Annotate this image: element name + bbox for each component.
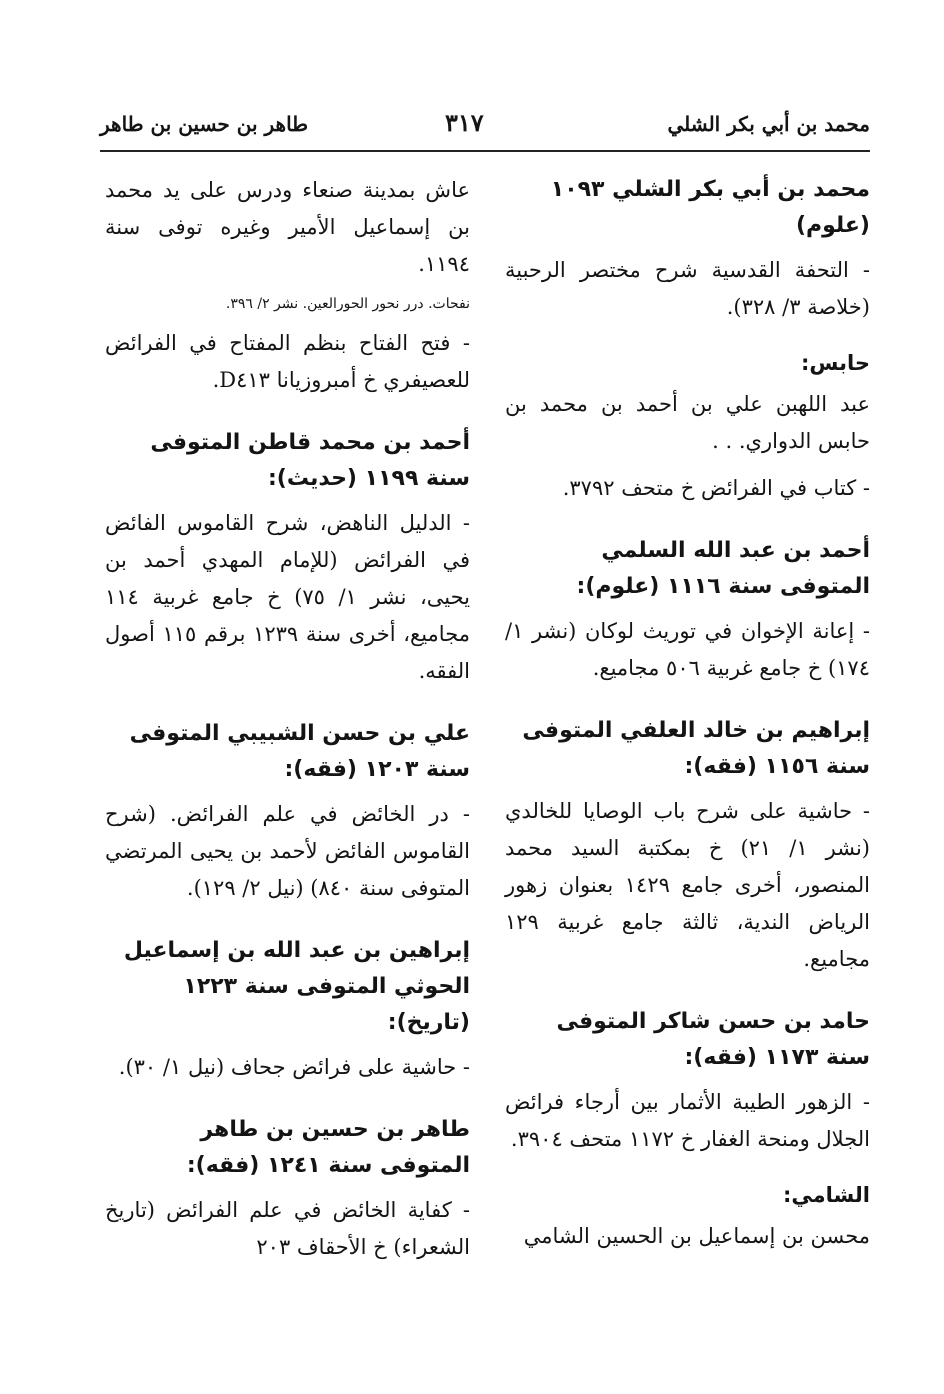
spacer: [105, 917, 470, 933]
right-column: [505, 172, 870, 1265]
header-rule: [100, 150, 870, 152]
entry-title: طاهر بن حسين بن طاهر المتوفى سنة ١٢٤١ (فقه):: [186, 1117, 470, 1178]
entry-text: عاش بمدينة صنعاء ودرس على يد محمد بن إسماعيل الأمير وغيره توفى سنة ١١٩٤.: [105, 178, 470, 276]
entry-title: علي بن حسن الشبيبي المتوفى سنة ١٢٠٣ (فقه):: [129, 721, 470, 782]
spacer: [105, 409, 470, 425]
entry-text: - التحفة القدسية شرح مختصر الرحبية (خلاصة ٣/ ٣٢٨).: [505, 258, 870, 319]
entry-text: - الزهور الطيبة الأثمار بين أرجاء فرائض الجلال ومنحة الغفار خ ١١٧٢ متحف ٣٩٠٤.: [505, 1090, 870, 1151]
spacer: [505, 697, 870, 713]
entry-text: عبد اللهبن علي بن أحمد بن محمد بن حابس الدواري. . .: [505, 392, 870, 453]
entry-note: نفحات. درر نحور الحورالعين. نشر ٢/ ٣٩٦.: [225, 296, 470, 312]
entry-text: - در الخائض في علم الفرائض. (شرح القاموس الفائض لأحمد بن يحيى المرتضي المتوفى سنة ٨٤٠) (نيل ٢/ ١٢٩).: [105, 802, 470, 900]
header-author-name: محمد بن أبي بكر الشلي: [667, 112, 870, 136]
entry-title: حامد بن حسن شاكر المتوفى سنة ١١٧٣ (فقه):: [556, 1009, 870, 1070]
left-column: [105, 172, 470, 1276]
entry-text: - كفاية الخائض في علم الفرائض (تاريخ الشعراء) خ الأحقاف ٢٠٣: [105, 1198, 470, 1259]
spacer: [505, 988, 870, 1004]
section-label: الشامي:: [783, 1183, 870, 1207]
entry-text: - حاشية على فرائض جحاف (نيل ١/ ٣٠).: [118, 1055, 470, 1079]
spacer: [505, 517, 870, 533]
entry-text: - حاشية على شرح باب الوصايا للخالدي (نشر ١/ ٢١) خ بمكتبة السيد محمد المنصور، أخرى جامع ١٤٢٩ بعنوان زهور الرياض الندية، ثالثة جامع غربية ١٢٩ مجاميع.: [505, 799, 870, 971]
entry-title: أحمد بن عبد الله السلمي المتوفى سنة ١١١٦ (علوم):: [576, 538, 870, 599]
spacer: [105, 1096, 470, 1112]
section-label: حابس:: [801, 351, 870, 375]
header-last-entry: طاهر بن حسين بن طاهر: [100, 112, 309, 136]
entry-text: - الدليل الناهض، شرح القاموس الفائض في الفرائض (للإمام المهدي أحمد بن يحيى، نشر ١/ ٧٥) خ جامع غربية ١١٤ مجاميع، أخرى سنة ١٢٣٩ برقم ١١٥ أصول الفقه.: [105, 511, 471, 683]
entry-title: إبراهين بن عبد الله بن إسماعيل الحوثي المتوفى سنة ١٢٢٣ (تاريخ):: [123, 938, 470, 1035]
running-header: [100, 108, 870, 148]
entry-text: - كتاب في الفرائض خ متحف ٣٧٩٢.: [562, 476, 870, 500]
entry-text: محسن بن إسماعيل بن الحسين الشامي: [523, 1224, 870, 1248]
entry-title: محمد بن أبي بكر الشلي ١٠٩٣ (علوم): [550, 177, 870, 238]
entry-title: أحمد بن محمد قاطن المتوفى سنة ١١٩٩ (حديث):: [150, 430, 470, 491]
entry-text: - إعانة الإخوان في توريث لوكان (نشر ١/ ١٧٤) خ جامع غربية ٥٠٦ مجاميع.: [505, 619, 870, 680]
entry-text: - فتح الفتاح بنظم المفتاح في الفرائض للعصيفري خ أمبروزيانا D٤١٣.: [105, 331, 470, 392]
page-number: ٣١٧: [445, 108, 484, 137]
entry-title: إبراهيم بن خالد العلفي المتوفى سنة ١١٥٦ (فقه):: [522, 718, 870, 779]
spacer: [105, 700, 470, 716]
